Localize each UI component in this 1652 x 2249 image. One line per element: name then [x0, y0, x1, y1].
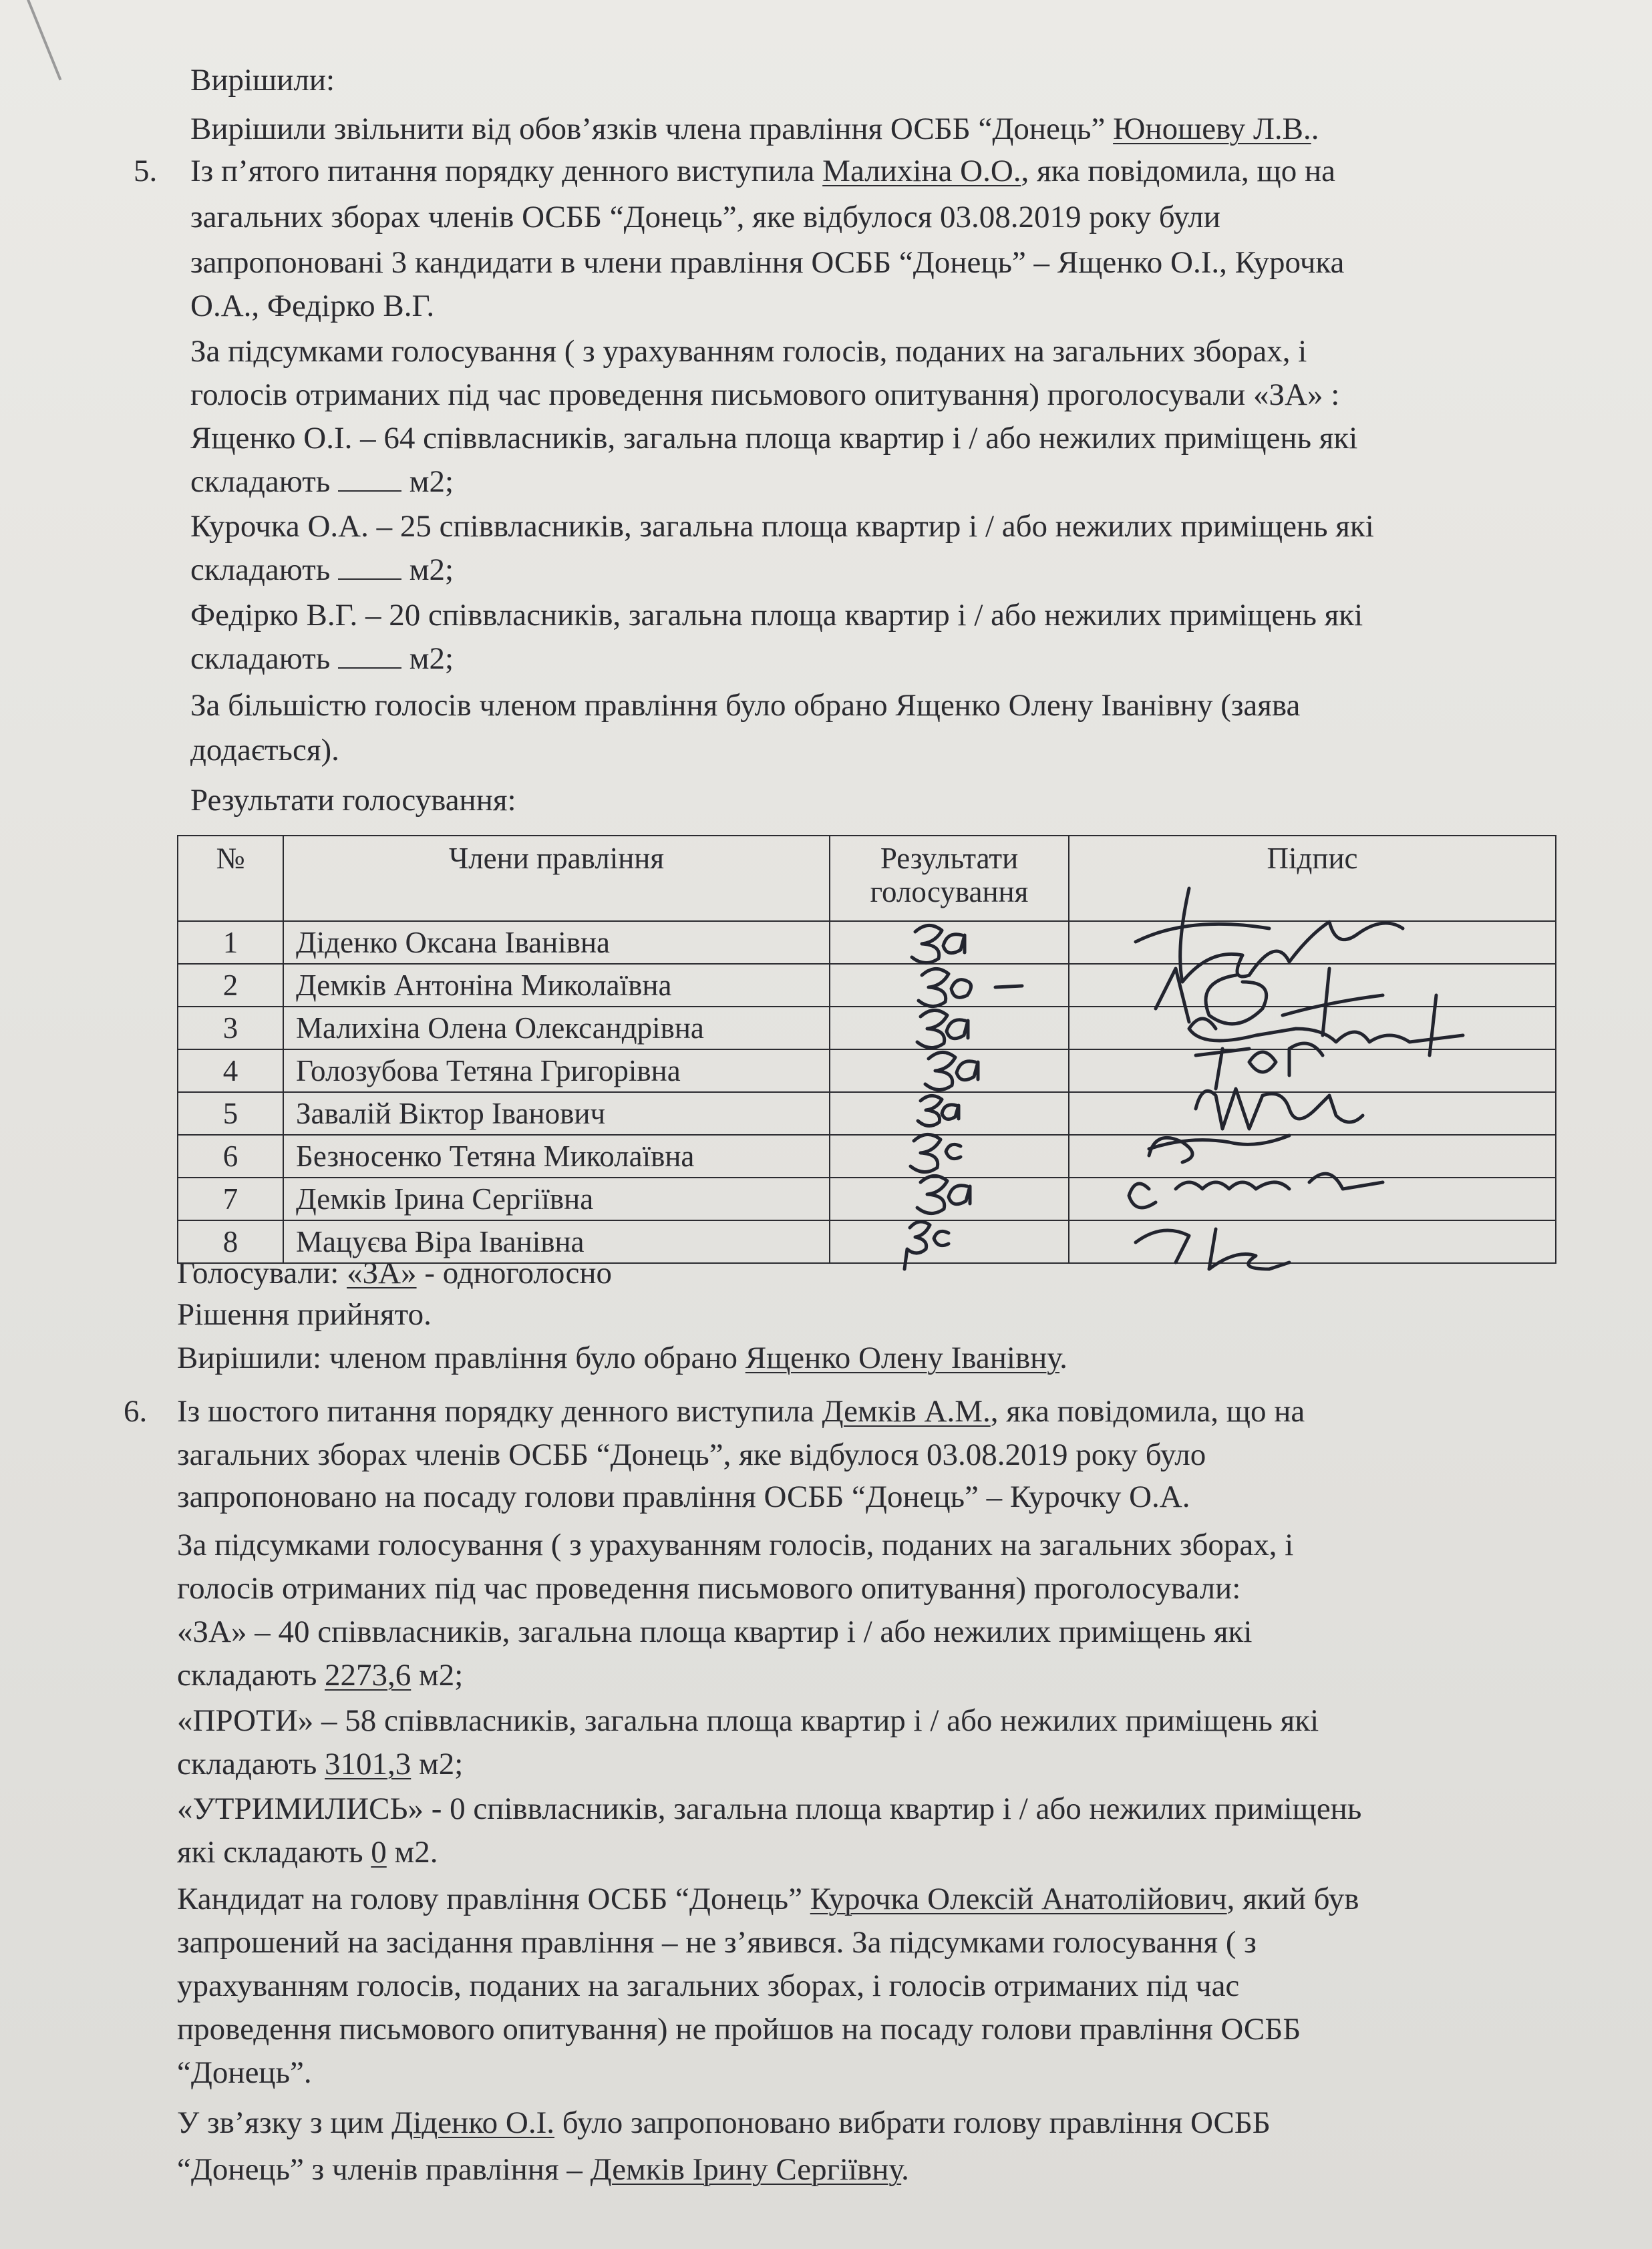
item-number: 6. [124, 1394, 148, 1429]
row-number: 3 [178, 1007, 283, 1049]
item-number: 5. [134, 154, 158, 188]
text-line: Результати голосування: [190, 783, 516, 818]
text-line: загальних зборах членів ОСББ “Донець”, яке відбулося 03.08.2019 року було [177, 1437, 1206, 1472]
row-number: 2 [178, 964, 283, 1007]
row-number: 5 [178, 1092, 283, 1135]
text-line: “Донець”. [177, 2055, 312, 2090]
text-line: Кандидат на голову правління ОСББ “Донець” Курочка Олексій Анатолійович, який був [177, 1882, 1359, 1916]
signature-cell [1069, 1135, 1556, 1178]
text-line: За підсумками голосування ( з урахуванням голосів, поданих на загальних зборах, і [177, 1528, 1294, 1562]
text-line: Курочка О.А. – 25 співвласників, загальна площа квартир і / або нежилих приміщень які [190, 509, 1374, 544]
row-number: 1 [178, 921, 283, 964]
table-row [178, 964, 1556, 1007]
row-number: 7 [178, 1178, 283, 1220]
text-line: проведення письмового опитування) не пройшов на посаду голови правління ОСББ [177, 2012, 1301, 2047]
signature-cell [1069, 1007, 1556, 1049]
text-line: «ПРОТИ» – 58 співвласників, загальна площа квартир і / або нежилих приміщень які [177, 1703, 1319, 1738]
blank-field [338, 642, 401, 669]
blank-field [338, 465, 401, 492]
signature-cell [1069, 1049, 1556, 1092]
vote-cell [830, 921, 1069, 964]
text-line: урахуванням голосів, поданих на загальних зборах, і голосів отриманих під час [177, 1968, 1240, 2003]
vote-cell [830, 1220, 1069, 1263]
voting-results-table [177, 835, 1556, 1264]
text-line: Із шостого питання порядку денного виступила Демків А.М., яка повідомила, що на [177, 1394, 1305, 1429]
table-header-row [178, 836, 1556, 921]
table-row [178, 1049, 1556, 1092]
row-number: 6 [178, 1135, 283, 1178]
vote-cell [830, 964, 1069, 1007]
text-line: запропоновано на посаду голови правління ОСББ “Донець” – Курочку О.А. [177, 1480, 1190, 1514]
text-line: які складають 0 м2. [177, 1835, 438, 1870]
table-row [178, 1178, 1556, 1220]
col-header-signature: Підпис [1069, 836, 1556, 921]
col-header-members: Члени правління [283, 836, 830, 921]
vote-cell [830, 1049, 1069, 1092]
signature-cell [1069, 1220, 1556, 1263]
text-line: За більшістю голосів членом правління було обрано Ященко Олену Іванівну (заява [190, 688, 1301, 723]
vote-cell [830, 1007, 1069, 1049]
text-line: Вирішили: членом правління було обрано Ященко Олену Іванівну. [177, 1341, 1067, 1375]
signature-cell [1069, 921, 1556, 964]
text-line: Рішення прийнято. [177, 1297, 432, 1332]
table-row [178, 1092, 1556, 1135]
pencil-mark [27, 0, 61, 81]
text-line: Голосували: «ЗА» - одноголосно [177, 1256, 613, 1290]
member-name: Малихіна Олена Олександрівна [283, 1007, 830, 1049]
member-name: Діденко Оксана Іванівна [283, 921, 830, 964]
table-row [178, 1007, 1556, 1049]
vote-cell [830, 1092, 1069, 1135]
text-line: складають м2; [190, 464, 454, 499]
signature-cell [1069, 964, 1556, 1007]
text-line: додається). [190, 733, 339, 767]
text-line: складають м2; [190, 641, 454, 676]
text-line: складають 2273,6 м2; [177, 1658, 464, 1693]
row-number: 4 [178, 1049, 283, 1092]
member-name: Голозубова Тетяна Григорівна [283, 1049, 830, 1092]
text-line: Ященко О.І. – 64 співвласників, загальна площа квартир і / або нежилих приміщень які [190, 421, 1358, 456]
text-line: О.А., Федірко В.Г. [190, 289, 435, 323]
text-line: складають м2; [190, 552, 454, 587]
text-line: Із п’ятого питання порядку денного виступила Малихіна О.О., яка повідомила, що на [190, 154, 1335, 188]
member-name: Демків Ірина Сергіївна [283, 1178, 830, 1220]
signature-cell [1069, 1178, 1556, 1220]
table-row [178, 1135, 1556, 1178]
col-header-results: Результати голосування [830, 836, 1069, 921]
member-name: Безносенко Тетяна Миколаївна [283, 1135, 830, 1178]
vote-cell [830, 1178, 1069, 1220]
text-line: запрошений на засідання правління – не з’явився. За підсумками голосування ( з [177, 1925, 1257, 1960]
text-line: «ЗА» – 40 співвласників, загальна площа квартир і / або нежилих приміщень які [177, 1614, 1253, 1649]
text-line: загальних зборах членів ОСББ “Донець”, яке відбулося 03.08.2019 року були [190, 200, 1220, 234]
col-header-number: № [178, 836, 283, 921]
text-line: запропоновані 3 кандидати в члени правління ОСББ “Донець” – Ященко О.І., Курочка [190, 245, 1345, 280]
member-name: Завалій Віктор Іванович [283, 1092, 830, 1135]
text-line: складають 3101,3 м2; [177, 1747, 464, 1781]
row-number: 8 [178, 1220, 283, 1263]
text-line: Вирішили: [190, 63, 335, 98]
text-line: голосів отриманих під час проведення письмового опитування) проголосували: [177, 1571, 1241, 1606]
blank-field [338, 553, 401, 580]
table-row [178, 921, 1556, 964]
member-name: Мацуєва Віра Іванівна [283, 1220, 830, 1263]
text-line: За підсумками голосування ( з урахуванням голосів, поданих на загальних зборах, і [190, 334, 1307, 369]
text-line: Федірко В.Г. – 20 співвласників, загальна площа квартир і / або нежилих приміщень які [190, 598, 1363, 633]
text-line: «УТРИМИЛИСЬ» - 0 співвласників, загальна площа квартир і / або нежилих приміщень [177, 1791, 1362, 1826]
text-line: “Донець” з членів правління – Демків Ірину Сергіївну. [177, 2152, 909, 2187]
text-line: голосів отриманих під час проведення письмового опитування) проголосували «ЗА» : [190, 377, 1340, 412]
signature-cell [1069, 1092, 1556, 1135]
text-line: У зв’язку з цим Діденко О.І. було запропоновано вибрати голову правління ОСББ [177, 2105, 1271, 2140]
text-line: Вирішили звільнити від обов’язків члена правління ОСББ “Донець” Юношеву Л.В.. [190, 112, 1319, 146]
vote-cell [830, 1135, 1069, 1178]
member-name: Демків Антоніна Миколаївна [283, 964, 830, 1007]
